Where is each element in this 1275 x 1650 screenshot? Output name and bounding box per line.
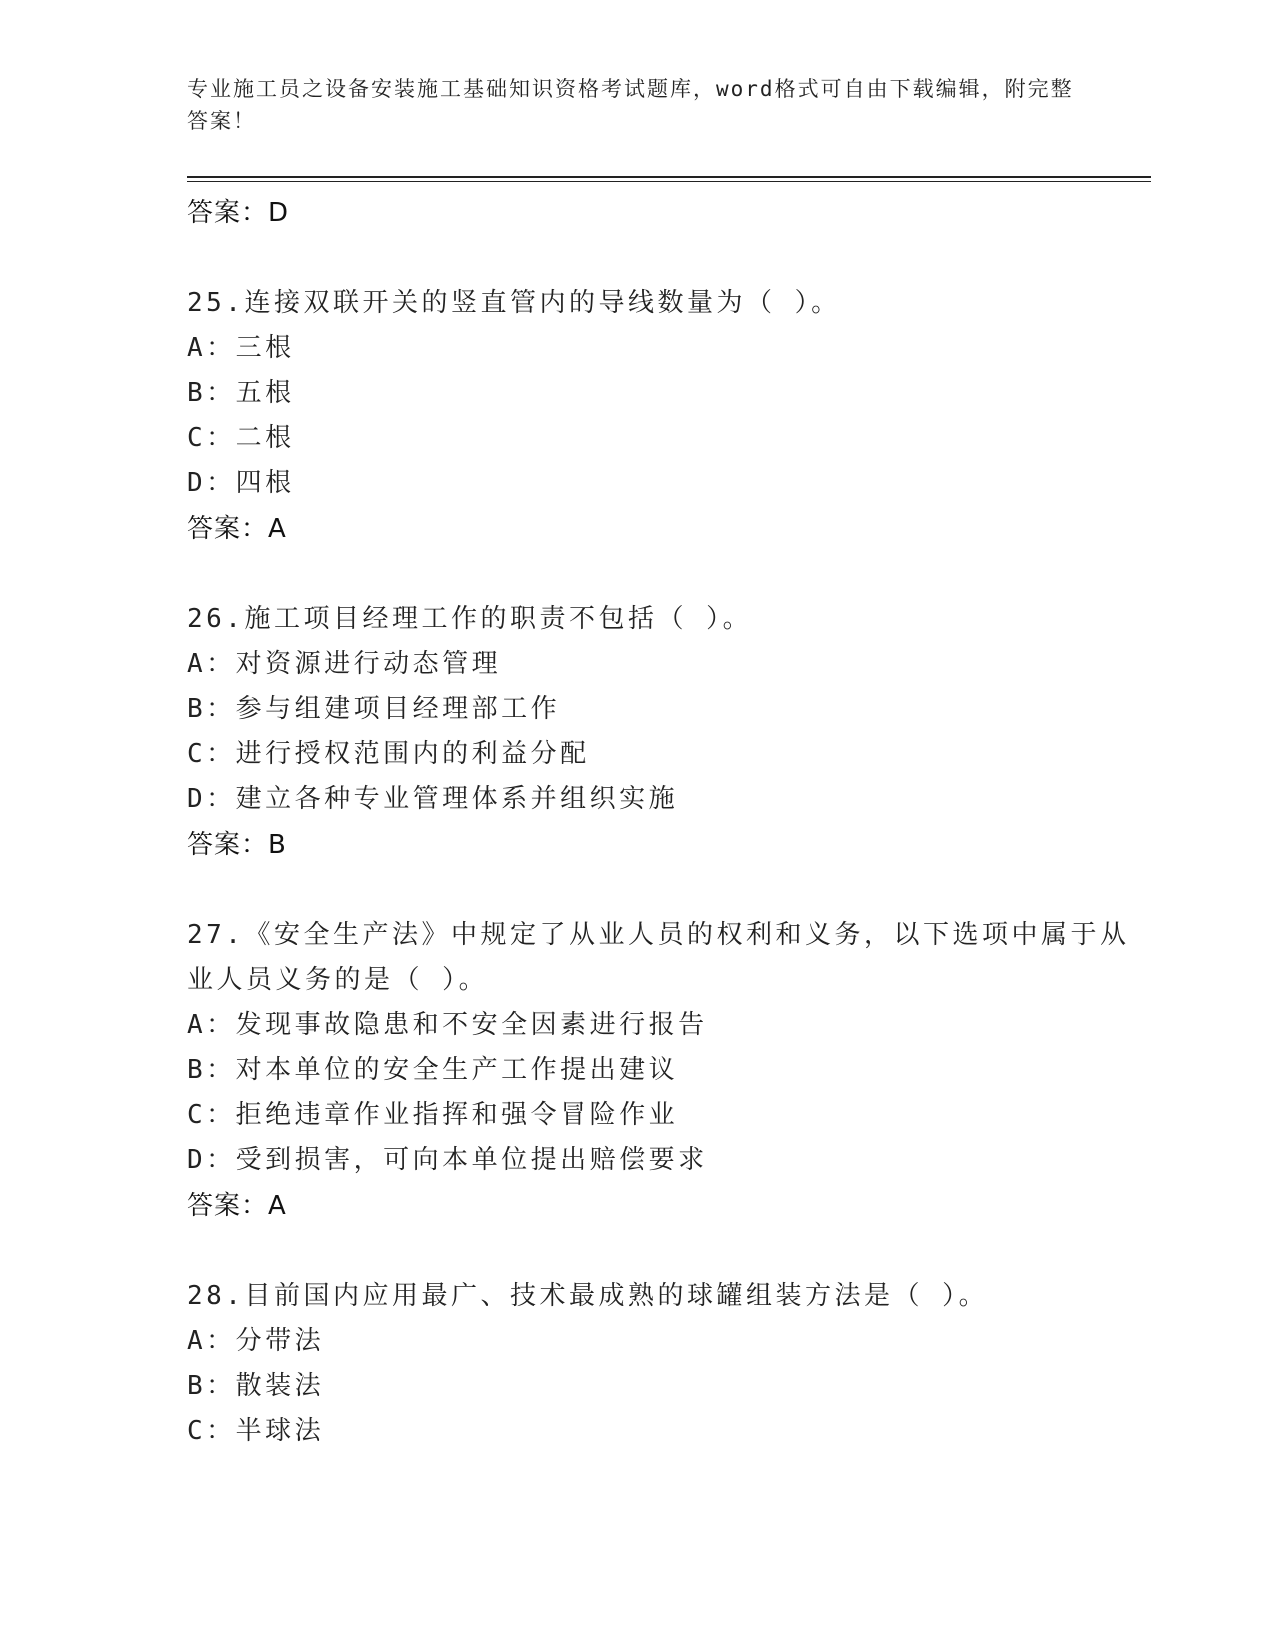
- previous-answer: 答案：D: [187, 198, 290, 228]
- question-item: [187, 913, 1137, 1229]
- answer-label: 答案：B: [187, 830, 287, 860]
- option-c: C：二根: [187, 423, 295, 453]
- document-header-title: 专业施工员之设备安装施工基础知识资格考试题库，word格式可自由下载编辑，附完整答案！: [187, 77, 1074, 133]
- header-divider-thin: [187, 181, 1151, 182]
- option-d: D：受到损害，可向本单位提出赔偿要求: [187, 1145, 708, 1175]
- answer-label: 答案：A: [187, 1191, 287, 1221]
- option-b: B：对本单位的安全生产工作提出建议: [187, 1055, 679, 1085]
- spacer: [187, 552, 1137, 597]
- option-a: A：三根: [187, 333, 295, 363]
- option-a: A：分带法: [187, 1326, 325, 1356]
- option-c: C：进行授权范围内的利益分配: [187, 739, 590, 769]
- option-a: A：对资源进行动态管理: [187, 649, 502, 679]
- spacer: [187, 868, 1137, 913]
- header-divider-thick: [187, 176, 1151, 178]
- option-c: C：拒绝违章作业指挥和强令冒险作业: [187, 1100, 679, 1130]
- question-text: 28.目前国内应用最广、技术最成熟的球罐组装方法是（ ）。: [187, 1281, 989, 1311]
- option-b: B：五根: [187, 378, 295, 408]
- spacer: [187, 1229, 1137, 1274]
- answer-label: 答案：A: [187, 514, 287, 544]
- question-item: [187, 1274, 1137, 1454]
- question-text: 25.连接双联开关的竖直管内的导线数量为（ ）。: [187, 288, 841, 318]
- option-d: D：四根: [187, 468, 295, 498]
- spacer: [187, 236, 1137, 281]
- question-item: [187, 281, 1137, 552]
- option-b: B：散装法: [187, 1371, 325, 1401]
- question-text: 26.施工项目经理工作的职责不包括（ ）。: [187, 604, 753, 634]
- option-a: A：发现事故隐患和不安全因素进行报告: [187, 1010, 708, 1040]
- option-d: D：建立各种专业管理体系并组织实施: [187, 784, 679, 814]
- question-list: [187, 190, 1137, 1454]
- option-b: B：参与组建项目经理部工作: [187, 694, 561, 724]
- option-c: C：半球法: [187, 1416, 325, 1446]
- question-item: [187, 597, 1137, 868]
- question-text: 27.《安全生产法》中规定了从业人员的权利和义务，以下选项中属于从业人员义务的是（ ）。: [187, 920, 1130, 995]
